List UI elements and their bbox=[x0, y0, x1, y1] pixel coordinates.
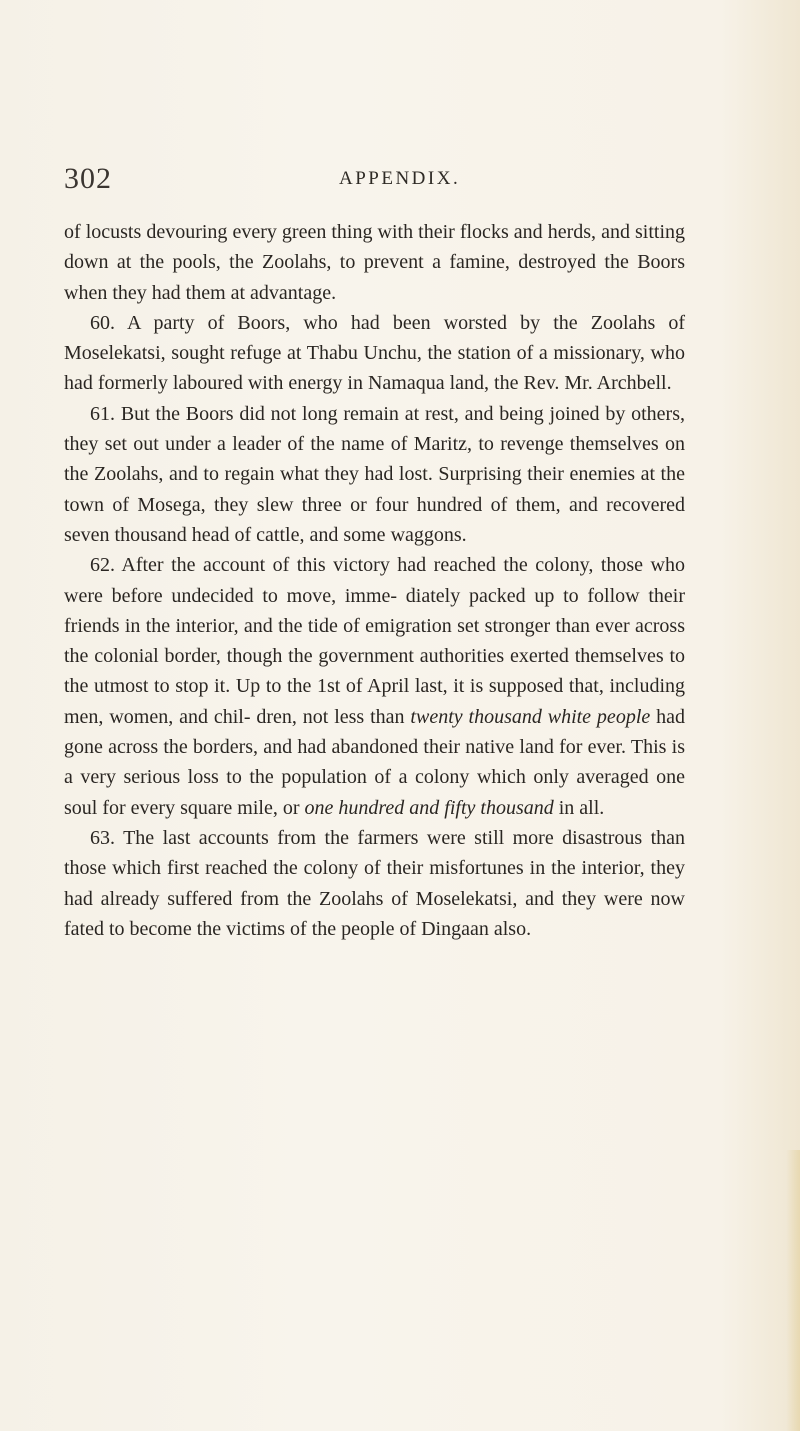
paragraph-number: 60. bbox=[90, 311, 115, 334]
paragraph-62 bbox=[64, 550, 685, 823]
paragraph-number: 63. bbox=[90, 826, 115, 849]
page-number: 302 bbox=[64, 162, 112, 195]
paragraph-text: But the Boors did not long remain at rest, and being joined by others, they set out under a leader of the name of Maritz, to revenge themselves on the Zoolahs, and to regain what they had lost. Surprising their enemies at the town of Mosega, they slew three or four hundred of them, and recovered seven thousand head of cattle, and some waggons. bbox=[64, 402, 685, 546]
body-text bbox=[64, 217, 685, 944]
paragraph-text: of locusts devouring every green thing with their flocks and herds, and sitting down at the pools, the Zoolahs, to prevent a famine, destroyed the Boors when they had them at advantage. bbox=[64, 221, 685, 304]
paragraph-text: The last accounts from the farmers were still more disastrous than those which first reached the colony of their misfortunes in the interior, they had already suffered from the Zoolahs of Moselekatsi, and they were now fated to become the victims of the people of Dingaan also. bbox=[64, 826, 685, 940]
paragraph-text: in all. bbox=[558, 796, 605, 819]
paragraph-text: After the account of this victory had reached the colony, those who were before undecided to move, imme- diately packed up to follow their friends in the interior, and the tide of emigration set stronger than ever across the colonial border, though the government authorities exerted themselves to the utmost to stop it. Up to the 1st of April last, it is supposed that, including men, women, and chil- dren, not less than bbox=[64, 554, 685, 728]
running-head bbox=[64, 162, 684, 196]
paragraph-number: 62. bbox=[90, 554, 115, 577]
paragraph-63 bbox=[64, 823, 685, 944]
emphasis-text: one hundred and fifty thousand bbox=[304, 796, 554, 819]
paragraph-text: A party of Boors, who had been worsted by the Zoolahs of Moselekatsi, sought refuge at Thabu Unchu, the station of a missionary, who had formerly laboured with energy in Namaqua land, the Rev. Mr. Archbell. bbox=[64, 311, 685, 395]
running-head-title: APPENDIX. bbox=[339, 168, 461, 189]
paragraph-number: 61. bbox=[90, 402, 115, 425]
paragraph-61 bbox=[64, 399, 685, 550]
emphasis-text: twenty thousand white people bbox=[410, 705, 651, 728]
paragraph-continued bbox=[64, 217, 685, 308]
page-edge-stain bbox=[786, 1150, 800, 1431]
paragraph-text: had gone across the borders, and had abandoned their native land for ever. This is a very serious loss to the population of a colony which only averaged one soul for every square mile, or bbox=[64, 705, 686, 819]
paragraph-60 bbox=[64, 308, 685, 399]
